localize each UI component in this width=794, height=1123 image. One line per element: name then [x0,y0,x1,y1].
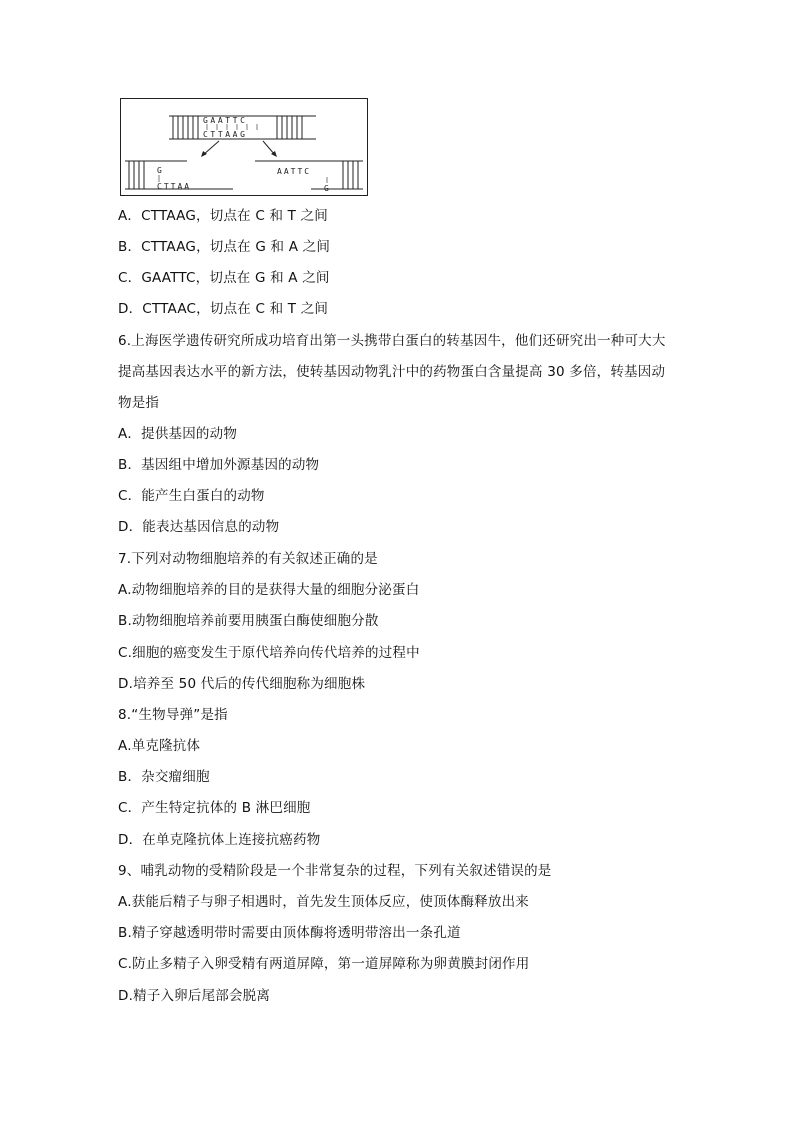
q8-option-c: C．产生特定抗体的 B 淋巴细胞 [118,800,311,816]
q7-stem: 7.下列对动物细胞培养的有关叙述正确的是 [118,551,378,567]
q5-option-c: C．GAATTC，切点在 G 和 A 之间 [118,270,330,286]
q8-option-d: D．在单克隆抗体上连接抗癌药物 [118,832,321,848]
q9-stem: 9、哺乳动物的受精阶段是一个非常复杂的过程，下列有关叙述错误的是 [118,863,552,879]
q6-option-a: A．提供基因的动物 [118,426,238,442]
right-fragment-bottom: G [324,184,329,193]
right-fragment-top: AATTC [277,167,312,176]
q5-option-a: A．CTTAAG，切点在 C 和 T 之间 [118,208,328,224]
restriction-enzyme-diagram [120,98,368,196]
q9-option-b: B.精子穿越透明带时需要由顶体酶将透明带溶出一条孔道 [118,925,461,941]
q6-stem-line-3: 物是指 [118,395,160,411]
dna-cut-svg [121,99,367,195]
q5-option-b: B．CTTAAG，切点在 G 和 A 之间 [118,239,331,255]
q6-option-d: D．能表达基因信息的动物 [118,519,280,535]
q9-option-a: A.获能后精子与卵子相遇时，首先发生顶体反应，使顶体酶释放出来 [118,894,529,910]
q8-option-b: B．杂交瘤细胞 [118,769,210,785]
left-fragment-top: G [157,166,162,175]
q7-option-d: D.培养至 50 代后的传代细胞称为细胞株 [118,676,366,692]
left-fragment-bottom: CTTAA [157,182,192,191]
q6-stem-line-1: 6.上海医学遗传研究所成功培育出第一头携带白蛋白的转基因牛，他们还研究出一种可大大 [118,333,666,349]
q9-option-c: C.防止多精子入卵受精有两道屏障，第一道屏障称为卵黄膜封闭作用 [118,956,530,972]
q6-stem-line-2: 提高基因表达水平的新方法，使转基因动物乳汁中的药物蛋白含量提高 30 多倍，转基因动 [118,364,666,380]
q8-stem: 8.“生物导弹”是指 [118,707,228,723]
q8-option-a: A.单克隆抗体 [118,738,201,754]
q6-option-c: C．能产生白蛋白的动物 [118,488,265,504]
q7-option-b: B.动物细胞培养前要用胰蛋白酶使细胞分散 [118,613,379,629]
top-sequence: GAATTC [203,116,248,125]
q9-option-d: D.精子入卵后尾部会脱离 [118,988,271,1004]
bottom-sequence: CTTAAG [203,130,248,139]
q7-option-a: A.动物细胞培养的目的是获得大量的细胞分泌蛋白 [118,582,420,598]
q7-option-c: C.细胞的癌变发生于原代培养向传代培养的过程中 [118,645,420,661]
q5-option-d: D．CTTAAC，切点在 C 和 T 之间 [118,301,329,317]
q6-option-b: B．基因组中增加外源基因的动物 [118,457,320,473]
